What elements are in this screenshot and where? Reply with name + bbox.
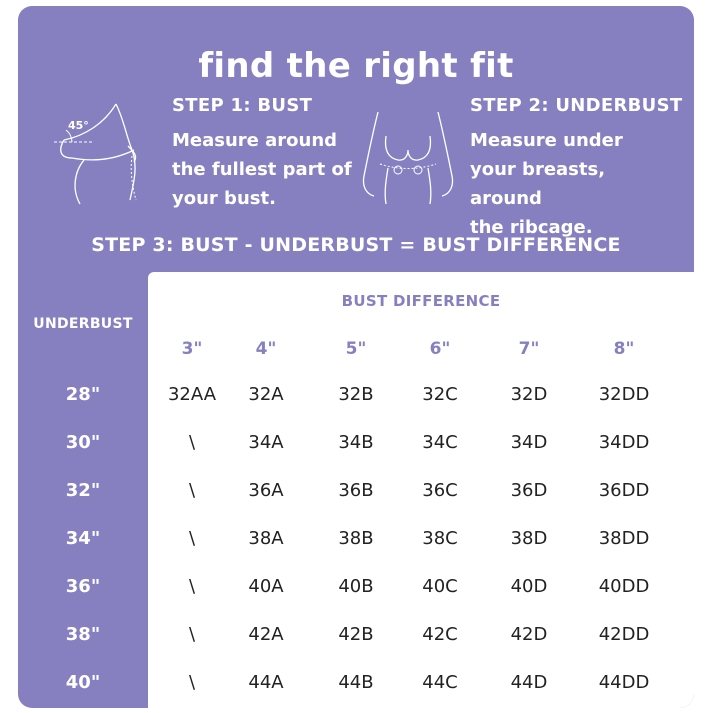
table-cell: 34DD [598, 432, 650, 453]
row-header: 36" [65, 576, 101, 597]
table-cell: 44D [510, 672, 548, 693]
table-cell: 38B [338, 528, 374, 549]
table-cell: 44DD [598, 672, 650, 693]
row-header: 32" [65, 480, 101, 501]
table-cell: 34A [248, 432, 284, 453]
table-cell: 36D [510, 480, 548, 501]
step2-heading: STEP 2: UNDERBUST [470, 95, 683, 116]
step1-heading: STEP 1: BUST [172, 95, 313, 116]
row-header: 38" [65, 624, 101, 645]
column-header: 4" [255, 339, 277, 359]
bust-difference-header: BUST DIFFERENCE [341, 292, 501, 310]
table-cell: 44C [422, 672, 458, 693]
table-cell: 42A [248, 624, 284, 645]
table-cell: 32DD [598, 384, 650, 405]
column-header: 5" [345, 339, 367, 359]
step2-text [470, 126, 680, 242]
table-cell: \ [188, 624, 196, 645]
table-cell: 40A [248, 576, 284, 597]
step1-text [172, 126, 362, 213]
step3-heading: STEP 3: BUST - UNDERBUST = BUST DIFFERENCE [91, 234, 621, 256]
table-cell: \ [188, 432, 196, 453]
column-header: 6" [429, 339, 451, 359]
table-cell: 32D [510, 384, 548, 405]
table-cell: 38DD [598, 528, 650, 549]
step1-line: the fullest part of [172, 159, 352, 180]
table-cell: 36A [248, 480, 284, 501]
size-guide-card [18, 6, 694, 708]
table-cell: 38C [422, 528, 458, 549]
table-cell: 36C [422, 480, 458, 501]
row-header: 34" [65, 528, 101, 549]
table-cell: 42DD [598, 624, 650, 645]
table-cell: \ [188, 672, 196, 693]
underbust-measure-illustration [358, 106, 458, 206]
table-cell: 36B [338, 480, 374, 501]
table-cell: 38A [248, 528, 284, 549]
table-cell: 38D [510, 528, 548, 549]
step2-line: your breasts, around [470, 159, 606, 209]
table-cell: \ [188, 576, 196, 597]
column-header: 3" [181, 339, 203, 359]
row-header: 30" [65, 432, 101, 453]
table-cell: 32A [248, 384, 284, 405]
step2-line: Measure under [470, 130, 623, 151]
table-cell: 42B [338, 624, 374, 645]
step2-line: the ribcage. [470, 217, 593, 238]
table-cell: 44B [338, 672, 374, 693]
table-cell: 42D [510, 624, 548, 645]
table-cell: 40D [510, 576, 548, 597]
page-title: find the right fit [198, 46, 514, 86]
step1-line: Measure around [172, 130, 338, 151]
table-cell: 32B [338, 384, 374, 405]
table-cell: 34D [510, 432, 548, 453]
table-cell: 34B [338, 432, 374, 453]
column-header: 7" [518, 339, 540, 359]
table-cell: 32AA [167, 384, 217, 405]
step1-line: your bust. [172, 188, 276, 209]
row-header: 28" [65, 384, 101, 405]
bust-measure-illustration [54, 100, 164, 210]
table-cell: 42C [422, 624, 458, 645]
angle-label: 45° [68, 119, 89, 132]
table-cell: 34C [422, 432, 458, 453]
table-cell: 40B [338, 576, 374, 597]
table-cell: \ [188, 480, 196, 501]
table-cell: 40C [422, 576, 458, 597]
table-cell: 32C [422, 384, 458, 405]
table-cell: 36DD [598, 480, 650, 501]
column-header: 8" [613, 339, 635, 359]
row-header: 40" [65, 672, 101, 693]
table-cell: 40DD [598, 576, 650, 597]
table-cell: 44A [248, 672, 284, 693]
table-cell: \ [188, 528, 196, 549]
underbust-header: UNDERBUST [33, 316, 133, 332]
